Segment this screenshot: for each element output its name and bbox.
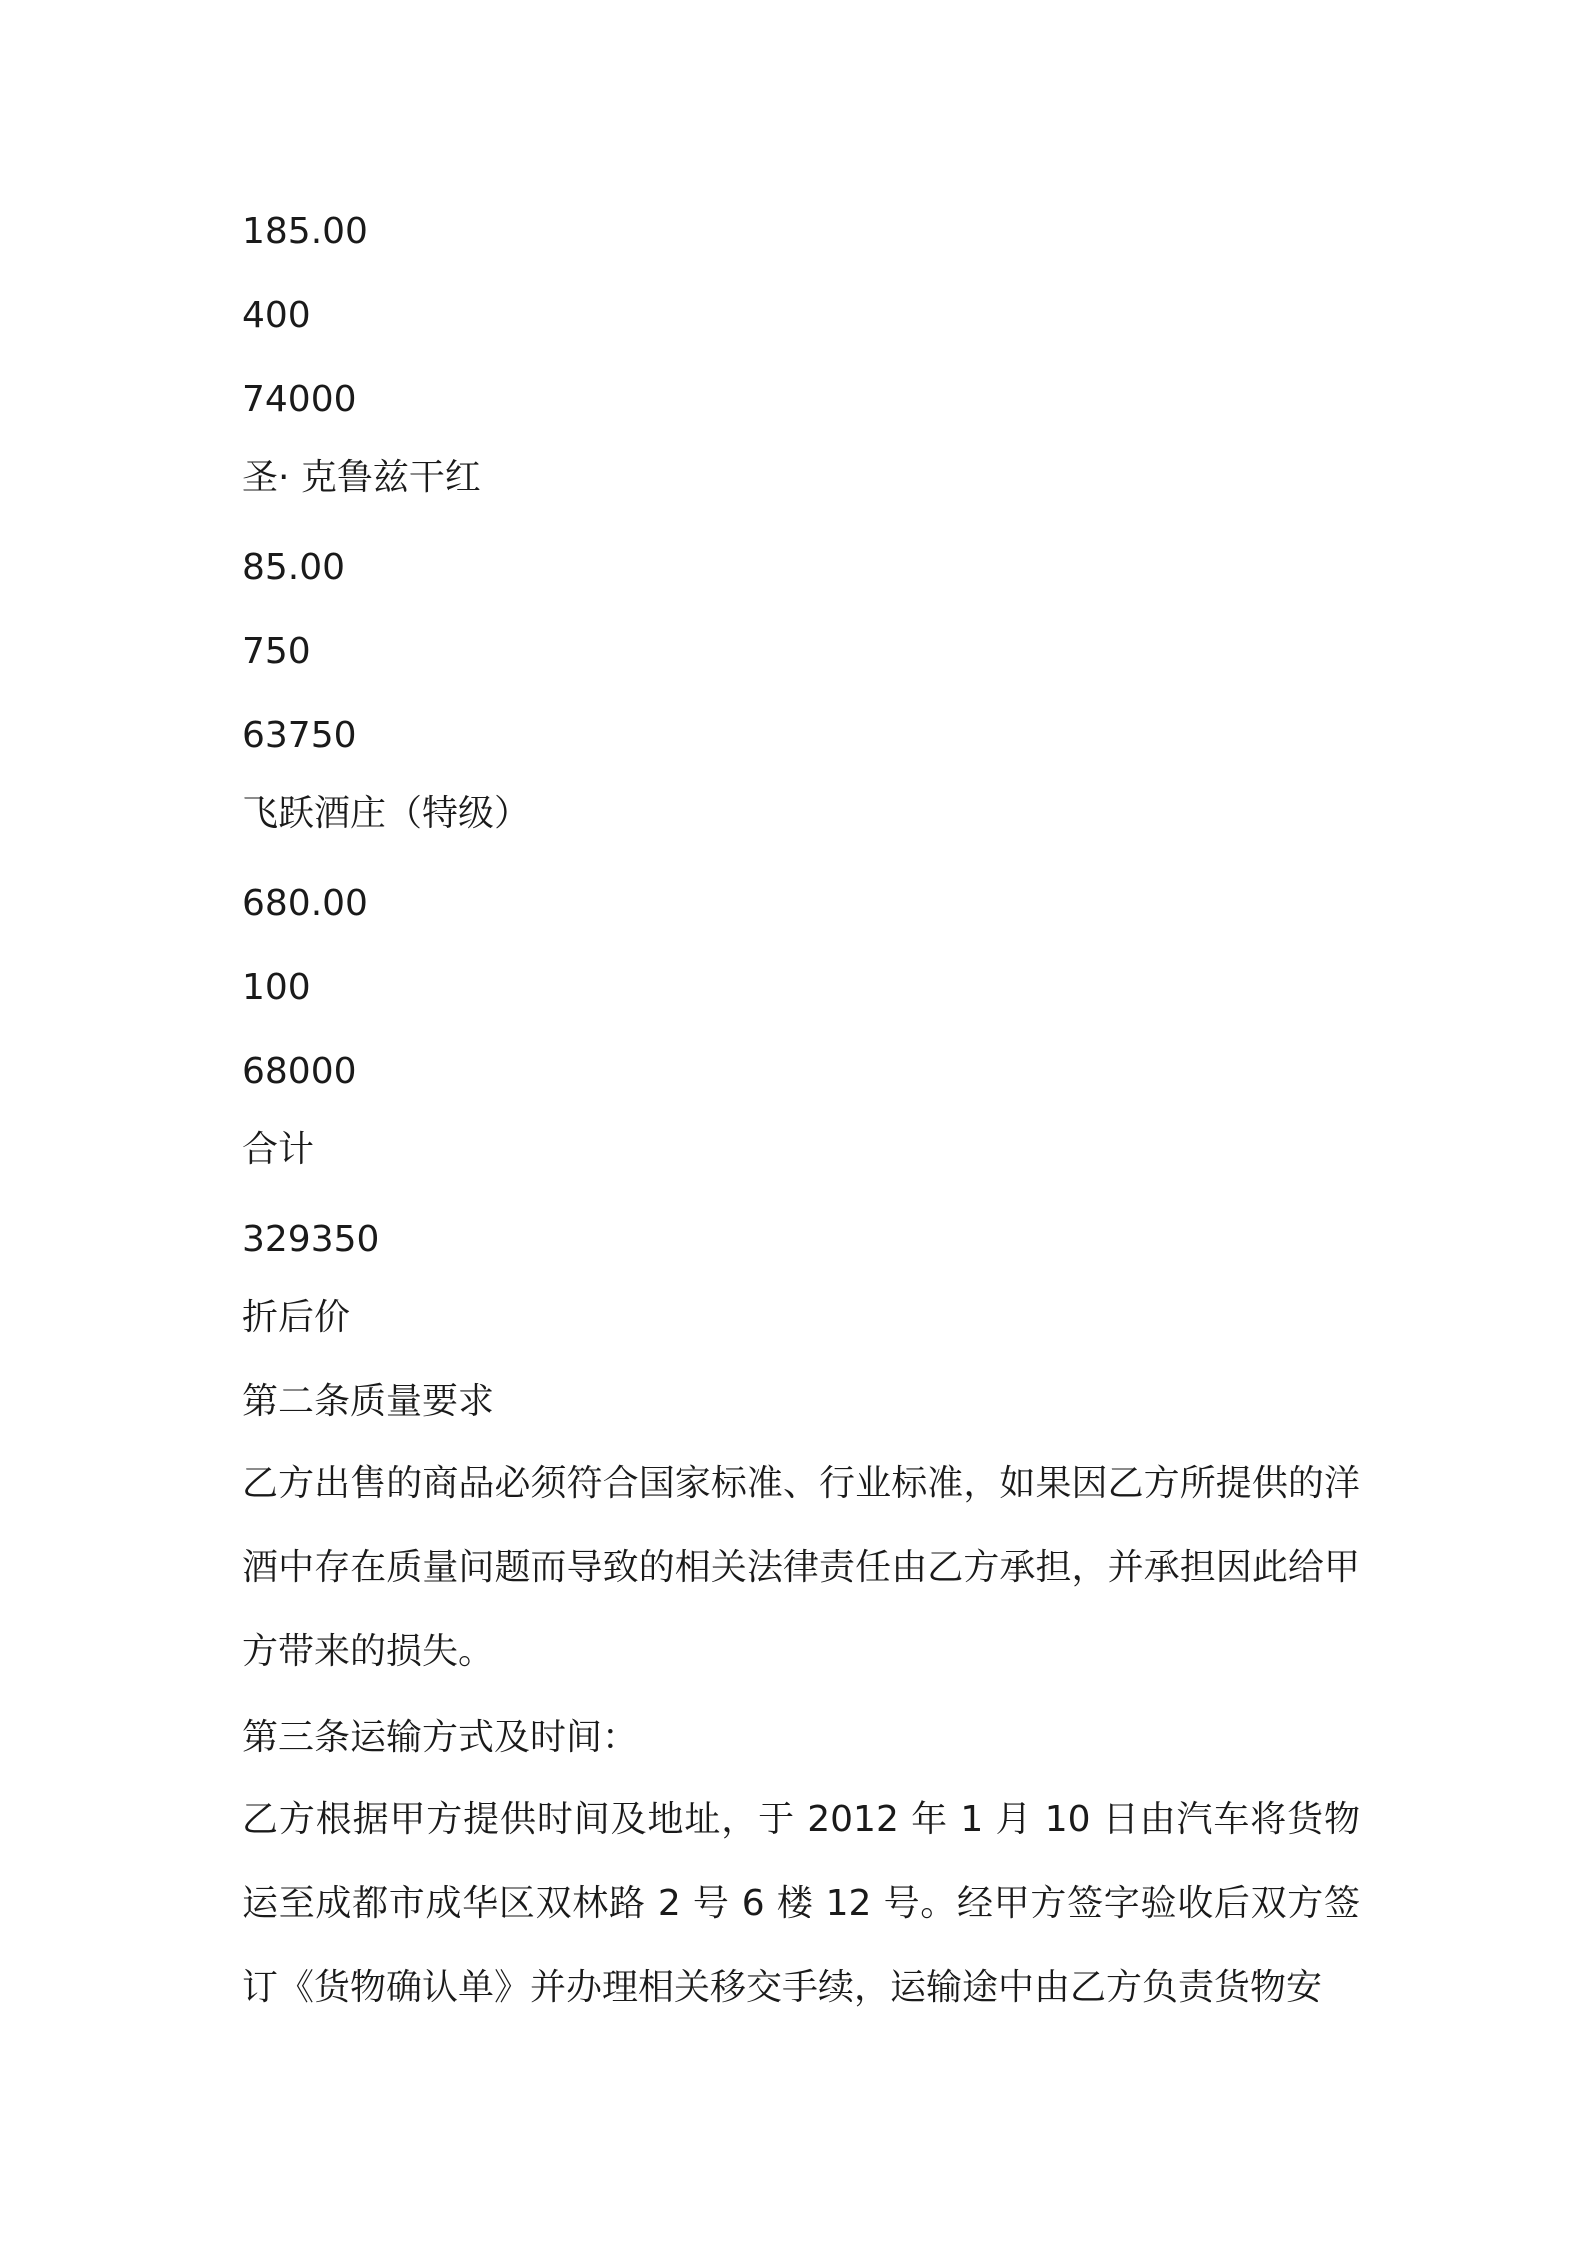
product-name-3: 飞跃酒庄（特级） [242, 793, 531, 834]
article-2-heading: 第二条质量要求 [242, 1381, 495, 1422]
unit-price-3: 680.00 [242, 883, 368, 924]
discount-price-label: 折后价 [242, 1297, 351, 1338]
quantity-3: 100 [242, 967, 311, 1008]
quantity-2: 750 [242, 631, 311, 672]
amount-1: 74000 [242, 379, 357, 420]
product-name-2: 圣· 克鲁兹干红 [242, 457, 481, 498]
transport-paragraph: 乙方根据甲方提供时间及地址，于 2012 年 1 月 10 日由汽车将货物运至成都市成华区双林路 2 号 6 楼 12 号。经甲方签字验收后双方签订《货物确认单》并办理相关移交手续，运输途中由乙方负责货物安 [242, 1799, 1360, 2008]
total-value: 329350 [242, 1219, 380, 1260]
article-3-heading: 第三条运输方式及时间： [242, 1717, 639, 1758]
unit-price-2: 85.00 [242, 547, 346, 588]
unit-price-1: 185.00 [242, 211, 368, 252]
quality-paragraph: 乙方出售的商品必须符合国家标准、行业标准，如果因乙方所提供的洋酒中存在质量问题而导致的相关法律责任由乙方承担，并承担因此给甲方带来的损失。 [242, 1463, 1360, 1672]
amount-2: 63750 [242, 715, 357, 756]
total-label: 合计 [242, 1129, 315, 1170]
quantity-1: 400 [242, 295, 311, 336]
amount-3: 68000 [242, 1051, 357, 1092]
